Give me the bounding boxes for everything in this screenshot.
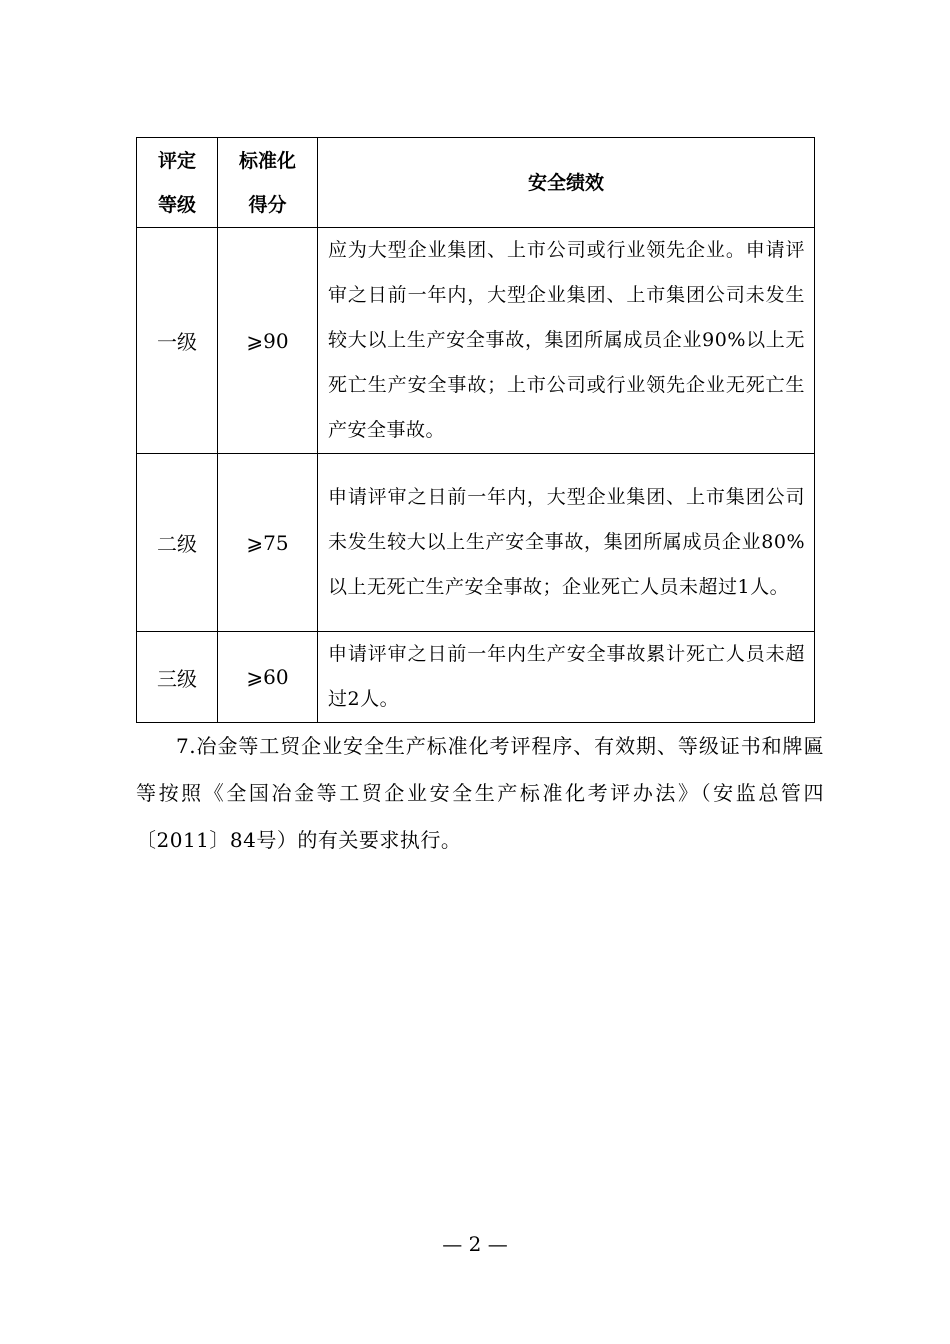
score-cell: ⩾60 (218, 632, 318, 723)
grade-standards-table (136, 137, 815, 723)
performance-cell: 申请评审之日前一年内，大型企业集团、上市集团公司未发生较大以上生产安全事故，集团所属成员企业80%以上无死亡生产安全事故；企业死亡人员未超过1人。 (318, 454, 815, 632)
table-row (137, 632, 815, 723)
header-score-line-2: 得分 (248, 193, 287, 216)
header-grade-line-2: 等级 (157, 193, 196, 216)
performance-cell: 申请评审之日前一年内生产安全事故累计死亡人员未超过2人。 (318, 632, 815, 723)
performance-cell: 应为大型企业集团、上市公司或行业领先企业。申请评审之日前一年内，大型企业集团、上市集团公司未发生较大以上生产安全事故，集团所属成员企业90%以上无死亡生产安全事故；上市公司或行业领先企业无死亡生产安全事故。 (318, 228, 815, 454)
grade-cell: 三级 (137, 632, 218, 723)
grade-cell: 二级 (137, 454, 218, 632)
header-grade-line-1: 评定 (157, 149, 196, 172)
header-grade (137, 138, 218, 228)
grade-cell: 一级 (137, 228, 218, 454)
score-cell: ⩾75 (218, 454, 318, 632)
table-row (137, 228, 815, 454)
score-cell: ⩾90 (218, 228, 318, 454)
assessment-procedure-paragraph: 7.冶金等工贸企业安全生产标准化考评程序、有效期、等级证书和牌匾等按照《全国冶金等工贸企业安全生产标准化考评办法》（安监总管四〔2011〕84号）的有关要求执行。 (136, 734, 824, 852)
header-performance: 安全绩效 (318, 138, 815, 228)
header-score (218, 138, 318, 228)
table-row (137, 454, 815, 632)
table-header-row (137, 138, 815, 228)
header-score-line-1: 标准化 (238, 149, 296, 172)
page-number: — 2 — (442, 1232, 508, 1256)
